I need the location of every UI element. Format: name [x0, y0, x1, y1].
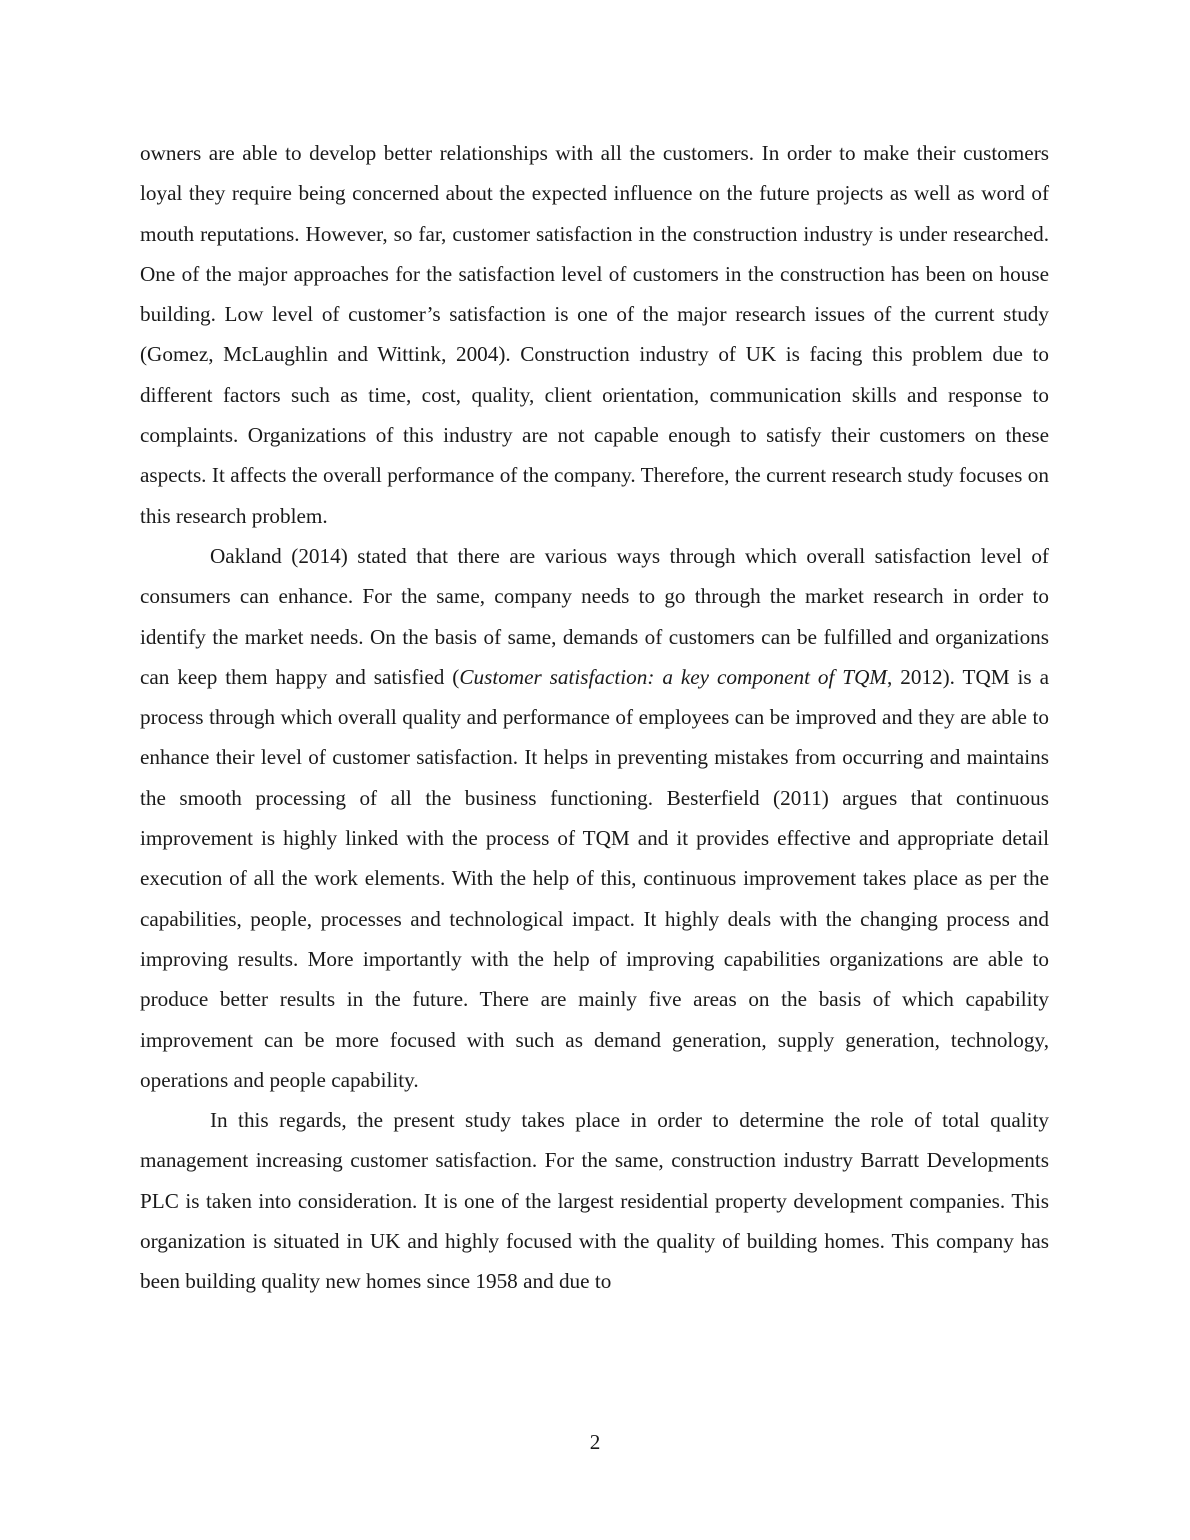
- paragraph-1: [140, 133, 1049, 536]
- paragraph-2-text-end: , 2012). TQM is a process through which overall quality and performance of employees can be improved and they are able to enhance their level of customer satisfaction. It helps in preventing mistakes from occurring and maintains the smooth processing of all the business functioning. Besterfield (2011) argues that continuous improvement is highly linked with the process of TQM and it provides effective and appropriate detail execution of all the work elements. With the help of this, continuous improvement takes place as per the capabilities, people, processes and technological impact. It highly deals with the changing process and improving results. More importantly with the help of improving capabilities organizations are able to produce better results in the future. There are mainly five areas on the basis of which capability improvement can be more focused with such as demand generation, supply generation, technology, operations and people capability.: [140, 664, 1049, 1092]
- body-text: [140, 133, 1049, 1302]
- paragraph-2-text-start: Oakland (2014) stated that there are various ways through which overall satisfaction level of consumers can enhance. For the same, company needs to go through the market research in order to identify the market needs. On the basis of same, demands of customers can be fulfilled and organizations can keep them happy and satisfied (: [140, 543, 1049, 689]
- page-number: 2: [589, 1430, 601, 1454]
- paragraph-1-text: owners are able to develop better relationships with all the customers. In order to make their customers loyal they require being concerned about the expected influence on the future projects as well as word of mouth reputations. However, so far, customer satisfaction in the construction industry is under researched. One of the major approaches for the satisfaction level of customers in the construction has been on house building. Low level of customer’s satisfaction is one of the major research issues of the current study (Gomez, McLaughlin and Wittink, 2004). Construction industry of UK is facing this problem due to different factors such as time, cost, quality, client orientation, communication skills and response to complaints. Organizations of this industry are not capable enough to satisfy their customers on these aspects. It affects the overall performance of the company. Therefore, the current research study focuses on this research problem.: [140, 141, 1049, 528]
- paragraph-3-text: In this regards, the present study takes place in order to determine the role of total quality management increasing customer satisfaction. For the same, construction industry Barratt Developments PLC is taken into consideration. It is one of the largest residential property development companies. This organization is situated in UK and highly focused with the quality of building homes. This company has been building quality new homes since 1958 and due to: [140, 1108, 1049, 1294]
- paragraph-2: [140, 536, 1049, 1100]
- paragraph-3: [140, 1100, 1049, 1301]
- paragraph-2-citation-title: Customer satisfaction: a key component of TQM: [459, 664, 888, 689]
